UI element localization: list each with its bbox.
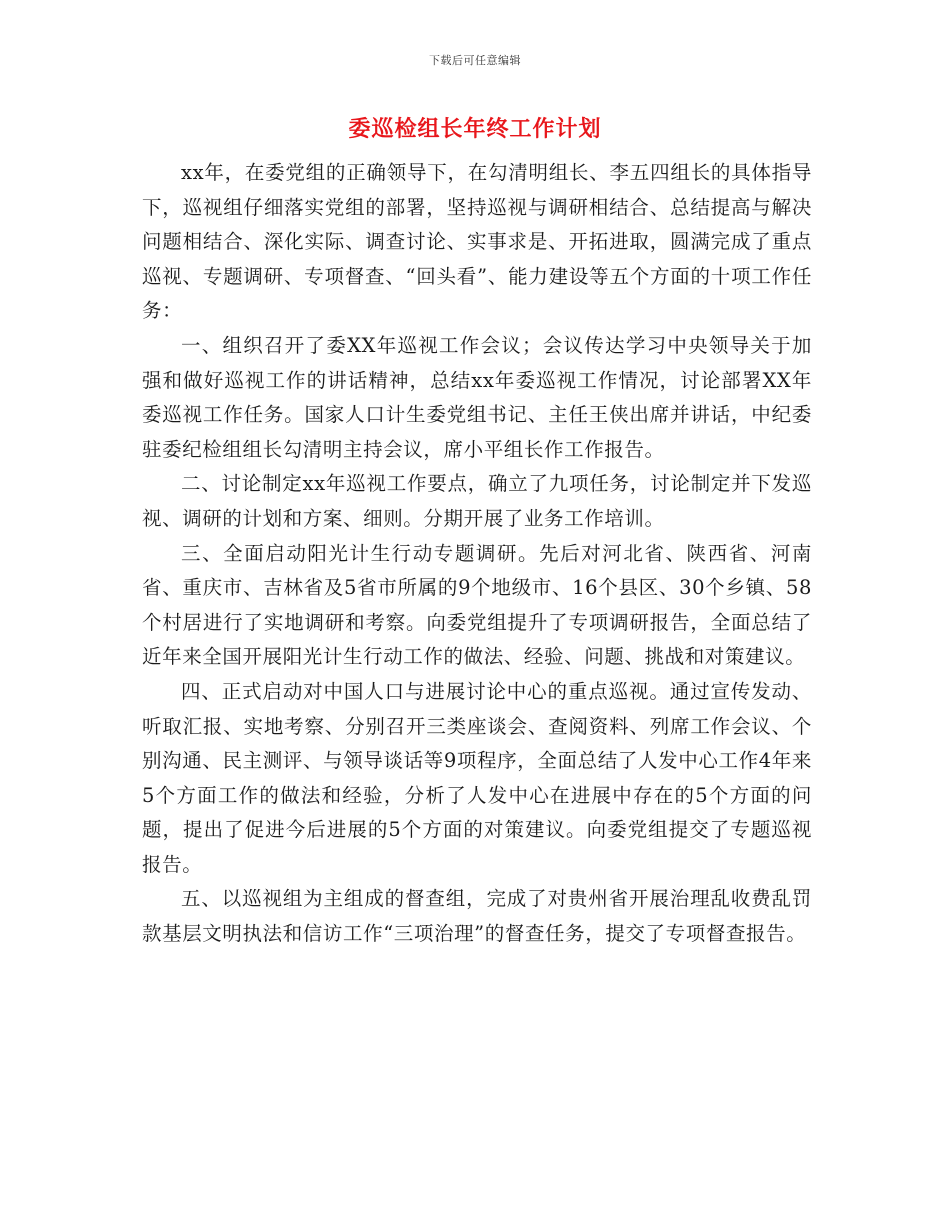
paragraph-item-1: 一、组织召开了委XX年巡视工作会议；会议传达学习中央领导关于加强和做好巡视工作的讲话精神，总结xx年委巡视工作情况，讨论部署XX年委巡视工作任务。国家人口计生委党组书记、主任王侠出席并讲话，中纪委驻委纪检组组长勾清明主持会议，席小平组长作工作报告。 (142, 333, 812, 461)
document-body (142, 156, 812, 952)
header-note: 下载后可任意编辑 (429, 54, 521, 67)
document-title: 委巡检组长年终工作计划 (348, 117, 602, 142)
paragraph-item-4: 四、正式启动对中国人口与进展讨论中心的重点巡视。通过宣传发动、听取汇报、实地考察、分别召开三类座谈会、查阅资料、列席工作会议、个别沟通、民主测评、与领导谈话等9项程序，全面总结了人发中心工作4年来5个方面工作的做法和经验，分析了人发中心在进展中存在的5个方面的问题，提出了促进今后进展的5个方面的对策建议。向委党组提交了专题巡视报告。 (142, 679, 812, 876)
paragraph-item-2: 二、讨论制定xx年巡视工作要点，确立了九项任务，讨论制定并下发巡视、调研的计划和方案、细则。分期开展了业务工作培训。 (142, 472, 812, 530)
paragraph-intro: xx年，在委党组的正确领导下，在勾清明组长、李五四组长的具体指导下，巡视组仔细落实党组的部署，坚持巡视与调研相结合、总结提高与解决问题相结合、深化实际、调查讨论、实事求是、开拓进取，圆满完成了重点巡视、专题调研、专项督查、“回头看”、能力建设等五个方面的十项工作任务： (142, 161, 812, 323)
paragraph-item-5: 五、以巡视组为主组成的督查组，完成了对贵州省开展治理乱收费乱罚款基层文明执法和信访工作“三项治理”的督查任务，提交了专项督查报告。 (142, 887, 812, 946)
paragraph-item-3: 三、全面启动阳光计生行动专题调研。先后对河北省、陕西省、河南省、重庆市、吉林省及5省市所属的9个地级市、16个县区、30个乡镇、58个村居进行了实地调研和考察。向委党组提升了专项调研报告，全面总结了近年来全国开展阳光计生行动工作的做法、经验、问题、挑战和对策建议。 (142, 541, 812, 669)
